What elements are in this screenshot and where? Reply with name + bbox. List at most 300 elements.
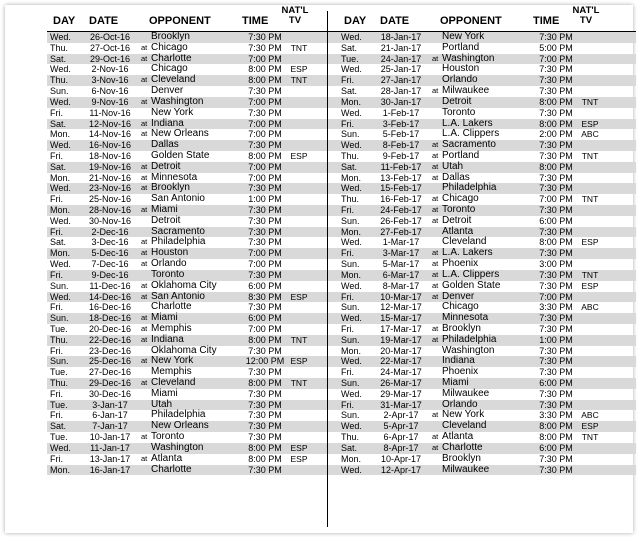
game-time: 7:30 PM [539,388,573,399]
game-day: Sat. [341,442,358,453]
table-row [338,443,636,454]
table-row [47,151,345,162]
game-time: 7:30 PM [248,269,282,280]
game-opponent: Philadelphia [151,409,206,421]
game-date: 24-Mar-17 [380,367,422,378]
game-opponent: Washington [442,52,495,64]
game-date: 7-Jan-17 [92,421,128,432]
game-day: Sun. [50,356,69,367]
game-date: 5-Apr-17 [383,421,419,432]
game-away-marker: at [141,172,148,182]
game-opponent: Atlanta [151,452,183,464]
game-away-marker: at [141,205,148,214]
game-opponent: Atlanta [442,431,474,443]
game-away-marker: at [141,53,148,63]
game-day: Mon. [341,172,362,183]
table-header [47,5,345,31]
game-day: Thu. [341,194,360,205]
game-time: 7:30 PM [248,107,282,118]
game-day: Wed. [50,291,71,302]
game-away-marker: at [432,172,439,182]
game-time: 7:30 PM [248,388,282,399]
game-date: 20-Mar-17 [380,345,422,356]
game-opponent: Charlotte [151,463,192,475]
game-day: Tue. [50,367,68,378]
game-away-marker: at [432,280,439,290]
game-time: 7:30 PM [248,32,282,42]
game-day: Mon. [341,226,362,237]
game-date: 12-Mar-17 [380,302,422,313]
table-row [338,151,636,162]
game-opponent: Toronto [151,268,185,280]
game-opponent: Charlotte [442,441,483,453]
table-row [47,259,345,270]
game-day: Wed. [341,237,362,248]
game-opponent: Brooklyn [442,322,481,334]
game-time: 7:30 PM [539,248,573,259]
game-date: 26-Oct-16 [89,32,131,42]
game-tv: ESP [581,237,599,248]
game-tv: ESP [290,291,308,302]
table-row [338,54,636,65]
game-day: Sat. [50,237,67,248]
table-row [47,335,345,346]
game-opponent: Orlando [442,74,478,86]
game-opponent: Oklahoma City [151,344,217,356]
game-date: 9-Dec-16 [91,269,129,280]
game-opponent: Charlotte [151,52,192,64]
game-time: 7:00 PM [539,291,573,302]
game-date: 29-Mar-17 [380,388,422,399]
game-time: 7:00 PM [248,129,282,140]
table-row [338,421,636,432]
game-date: 6-Jan-17 [92,410,128,421]
game-list-right [338,31,636,475]
game-away-marker: at [432,269,439,279]
table-row [338,205,636,216]
game-day: Sun. [50,280,69,291]
game-away-marker: at [141,75,148,85]
game-opponent: Orlando [151,258,187,270]
game-date: 7-Dec-16 [91,259,129,270]
game-date: 14-Nov-16 [88,129,132,140]
game-time: 7:30 PM [248,205,282,215]
game-date: 3-Feb-17 [382,118,420,129]
game-day: Sun. [341,129,360,140]
game-time: 7:30 PM [539,399,573,410]
game-day: Sun. [50,86,69,97]
game-date: 13-Jan-17 [89,453,131,464]
table-row [338,454,636,465]
game-time: 7:30 PM [248,367,282,378]
header-tv [571,6,601,26]
game-opponent: Houston [442,63,480,75]
game-away-marker: at [432,248,439,258]
game-time: 8:00 PM [539,421,573,432]
game-tv: TNT [581,269,599,280]
game-opponent: Brooklyn [151,182,190,194]
game-day: Sun. [341,410,360,421]
game-day: Fri. [341,118,354,129]
game-away-marker: at [432,291,439,301]
table-row [338,292,636,303]
game-day: Sun. [341,215,360,226]
game-opponent: Toronto [442,204,476,215]
game-date: 1-Feb-17 [382,107,420,118]
game-time: 7:00 PM [539,53,573,64]
header-time: TIME [533,15,560,27]
game-date: 19-Mar-17 [380,334,422,345]
game-time: 7:30 PM [248,464,282,475]
game-date: 27-Jan-17 [380,75,422,86]
game-date: 9-Nov-16 [91,96,129,107]
game-time: 5:00 PM [539,42,573,53]
game-day: Wed. [341,107,362,118]
game-date: 25-Nov-16 [88,194,132,205]
game-away-marker: at [141,129,148,139]
game-day: Fri. [50,410,63,421]
header-opponent: OPPONENT [149,15,211,27]
game-day: Thu. [50,75,69,86]
game-day: Sat. [50,118,67,129]
game-date: 8-Apr-17 [383,442,419,453]
table-row [338,108,636,119]
game-time: 7:30 PM [248,345,282,356]
game-day: Mon. [341,345,362,356]
game-opponent: Indiana [151,117,184,129]
game-day: Mon. [50,464,71,475]
header-day: DAY [344,15,367,27]
game-away-marker: at [141,96,148,106]
game-tv: ESP [581,421,599,432]
game-date: 16-Feb-17 [380,194,422,205]
game-date: 24-Jan-17 [380,53,422,64]
table-row [47,248,345,259]
table-row [338,194,636,205]
game-date: 16-Jan-17 [89,464,131,475]
table-row [47,454,345,465]
game-opponent: Detroit [442,95,472,107]
game-date: 6-Apr-17 [383,432,419,443]
game-date: 11-Nov-16 [89,107,131,118]
game-date: 23-Nov-16 [88,183,132,194]
game-away-marker: at [432,140,439,150]
game-opponent: Portland [442,41,480,53]
game-opponent: L.A. Clippers [442,268,500,280]
game-date: 24-Feb-17 [380,205,422,215]
game-opponent: Chicago [442,301,479,313]
header-date: DATE [380,15,410,27]
game-date: 30-Jan-17 [380,96,422,107]
game-tv: ABC [581,129,599,140]
game-away-marker: at [432,323,439,333]
game-time: 1:00 PM [539,334,573,345]
table-row [47,292,345,303]
game-tv: ABC [581,410,599,421]
game-day: Mon. [341,453,362,464]
game-time: 7:30 PM [248,86,282,97]
game-opponent: Brooklyn [442,452,481,464]
game-opponent: Chicago [151,63,188,75]
game-date: 12-Nov-16 [88,118,132,129]
game-day: Wed. [341,140,362,151]
game-day: Thu. [50,378,69,388]
game-date: 30-Dec-16 [88,388,132,399]
game-time: 7:30 PM [539,183,573,194]
table-row [47,421,345,432]
game-day: Tue. [50,323,68,334]
game-time: 7:00 PM [248,259,282,270]
game-opponent: Miami [151,387,178,399]
game-opponent: San Antonio [151,193,205,205]
game-date: 29-Dec-16 [88,378,132,388]
game-date: 15-Mar-17 [380,313,422,324]
table-row [47,346,345,357]
game-opponent: Charlotte [151,301,192,313]
game-day: Mon. [50,205,71,215]
game-time: 7:30 PM [539,140,573,151]
game-opponent: Milwaukee [442,463,490,475]
game-date: 27-Oct-16 [89,42,131,53]
table-row [47,108,345,119]
game-date: 11-Dec-16 [89,280,131,291]
game-day: Wed. [341,64,362,75]
game-opponent: Minnesota [442,312,489,324]
game-day: Wed. [341,32,362,42]
table-row [47,31,345,43]
game-date: 29-Oct-16 [89,53,131,64]
game-day: Wed. [341,356,362,367]
game-tv: TNT [290,42,308,53]
game-opponent: Golden State [442,279,501,291]
table-row [47,465,345,476]
game-date: 27-Feb-17 [380,226,422,237]
game-day: Wed. [50,96,71,107]
game-day: Sun. [341,302,360,313]
game-opponent: Miami [151,312,178,324]
game-time: 7:30 PM [248,432,282,443]
game-opponent: San Antonio [151,290,205,302]
table-row [338,162,636,173]
game-away-marker: at [141,291,148,301]
game-time: 8:00 PM [539,118,573,129]
game-date: 1-Mar-17 [382,237,420,248]
game-tv: ESP [290,442,308,453]
table-row [47,281,345,292]
game-date: 22-Dec-16 [88,334,132,345]
game-time: 8:00 PM [248,334,282,345]
game-tv: TNT [581,96,599,107]
table-row [47,205,345,216]
game-date: 9-Feb-17 [382,150,420,161]
game-day: Fri. [341,75,354,86]
game-opponent: Portland [442,149,480,161]
game-date: 3-Mar-17 [382,248,420,259]
game-time: 7:30 PM [539,205,573,215]
game-time: 8:00 PM [248,64,282,75]
game-opponent: Golden State [151,149,210,161]
game-time: 12:00 PM [245,356,285,367]
game-time: 6:00 PM [539,442,573,453]
table-row [47,216,345,227]
game-day: Tue. [50,399,68,410]
game-tv: ESP [290,150,308,161]
game-day: Fri. [50,150,63,161]
game-date: 18-Nov-16 [88,150,132,161]
game-opponent: Utah [442,160,464,172]
game-date: 27-Dec-16 [88,367,132,378]
game-day: Mon. [341,269,362,280]
game-tv: TNT [581,194,599,205]
table-row [338,64,636,75]
game-tv: TNT [290,334,308,345]
header-tv-line1: NAT'L [281,5,309,16]
game-day: Fri. [341,248,354,259]
game-opponent: Indiana [442,355,475,367]
game-day: Thu. [50,42,69,53]
game-time: 8:00 PM [539,237,573,248]
game-away-marker: at [141,356,148,366]
table-row [338,281,636,292]
game-day: Sun. [341,334,360,345]
game-day: Fri. [50,453,63,464]
table-row [47,162,345,173]
game-away-marker: at [141,118,148,128]
game-time: 7:00 PM [248,323,282,334]
game-opponent: L.A. Clippers [442,128,500,140]
game-opponent: Cleveland [151,74,196,86]
game-opponent: Denver [151,85,184,97]
game-date: 2-Nov-16 [91,64,129,75]
table-row [47,43,345,54]
table-row [47,378,345,389]
game-away-marker: at [141,183,148,193]
game-opponent: Philadelphia [151,236,206,248]
game-date: 16-Dec-16 [88,302,132,313]
game-date: 26-Feb-17 [380,215,422,226]
game-date: 13-Feb-17 [380,172,422,183]
game-day: Wed. [50,64,71,75]
table-row [47,443,345,454]
game-day: Fri. [341,323,354,334]
schedule-sheet [5,5,633,533]
game-day: Mon. [341,96,362,107]
game-opponent: New York [442,31,485,42]
game-opponent: Cleveland [442,236,487,248]
game-time: 7:30 PM [539,150,573,161]
game-opponent: Minnesota [151,171,198,183]
game-date: 10-Jan-17 [89,432,131,443]
table-row [338,410,636,421]
game-time: 7:30 PM [539,280,573,291]
game-day: Sun. [341,259,360,270]
game-time: 6:00 PM [248,313,282,324]
table-row [47,64,345,75]
game-opponent: Houston [151,247,189,259]
game-opponent: Cleveland [442,420,487,432]
game-time: 7:30 PM [539,226,573,237]
game-date: 6-Mar-17 [382,269,420,280]
table-row [47,324,345,335]
game-opponent: Chicago [151,41,188,53]
table-row [338,389,636,400]
game-away-marker: at [432,205,439,214]
game-time: 7:30 PM [248,215,282,226]
table-row [338,400,636,411]
game-time: 7:30 PM [248,237,282,248]
game-day: Wed. [341,313,362,324]
game-time: 7:30 PM [539,172,573,183]
game-date: 25-Dec-16 [88,356,132,367]
game-away-marker: at [432,215,439,225]
header-tv-line1: NAT'L [572,5,600,16]
game-date: 8-Mar-17 [382,280,420,291]
game-away-marker: at [432,161,439,171]
game-opponent: Toronto [442,106,476,118]
game-day: Wed. [50,215,71,226]
game-opponent: Sacramento [151,225,205,237]
game-time: 3:30 PM [539,410,573,421]
game-time: 7:00 PM [248,248,282,259]
game-day: Wed. [341,183,362,194]
table-row [47,54,345,65]
game-time: 7:30 PM [248,399,282,410]
game-opponent: Washington [151,95,204,107]
game-opponent: Philadelphia [442,333,497,345]
game-time: 7:30 PM [248,140,282,151]
game-day: Sun. [341,378,360,388]
game-opponent: Milwaukee [442,85,490,97]
game-opponent: Orlando [442,398,478,410]
game-day: Mon. [50,248,71,259]
game-list-left [47,31,345,475]
game-day: Wed. [50,183,71,194]
game-time: 7:30 PM [539,64,573,75]
game-date: 31-Mar-17 [380,399,422,410]
game-day: Wed. [341,280,362,291]
game-date: 3-Dec-16 [91,237,129,248]
game-opponent: New York [151,106,194,118]
game-date: 3-Jan-17 [92,399,128,410]
game-time: 8:00 PM [539,432,573,443]
header-tv-line2: TV [579,15,593,26]
game-time: 7:30 PM [539,32,573,42]
game-date: 21-Nov-16 [88,172,132,183]
game-time: 7:00 PM [248,172,282,183]
game-date: 2-Dec-16 [91,226,129,237]
game-opponent: Memphis [151,322,192,334]
game-time: 8:00 PM [539,96,573,107]
game-time: 7:30 PM [248,183,282,194]
game-tv: ESP [290,64,308,75]
table-row [338,335,636,346]
game-opponent: Memphis [151,366,192,378]
game-opponent: Brooklyn [151,31,190,42]
game-away-marker: at [141,378,148,387]
game-away-marker: at [432,432,439,442]
table-row [47,173,345,184]
game-time: 1:00 PM [248,194,282,205]
game-day: Wed. [50,259,71,270]
game-away-marker: at [432,194,439,204]
game-tv: ESP [290,356,308,367]
game-opponent: Philadelphia [442,182,497,194]
header-time: TIME [242,15,269,27]
game-away-marker: at [141,237,148,247]
game-date: 18-Dec-16 [88,313,132,324]
game-opponent: New Orleans [151,420,209,432]
game-away-marker: at [432,150,439,160]
